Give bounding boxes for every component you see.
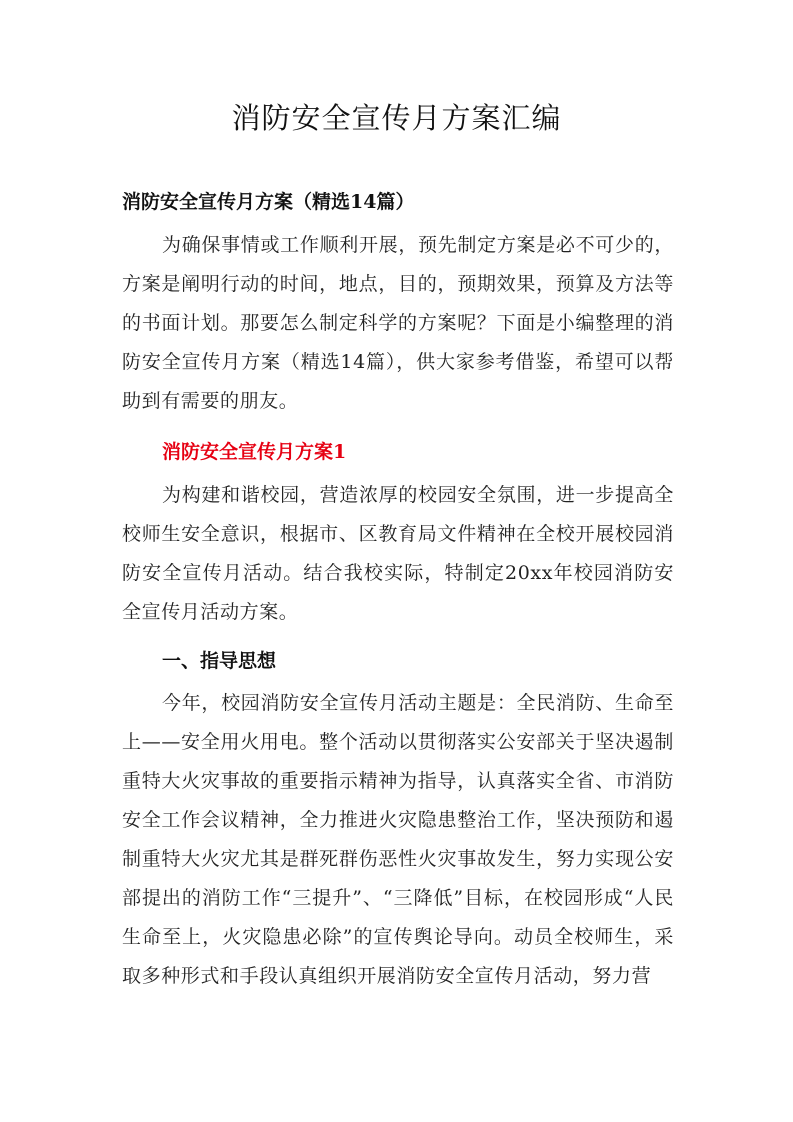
- section-1-title: 消防安全宣传月方案1: [162, 441, 347, 463]
- document-title: 消防安全宣传月方案汇编: [231, 101, 562, 135]
- guiding-thought-heading: 一、指导思想: [162, 650, 277, 672]
- intro-paragraph: 为确保事情或工作顺利开展，预先制定方案是必不可少的，方案是阐明行动的时间，地点，目的，预期效果，预算及方法等的书面计划。那要怎么制定科学的方案呢？下面是小编整理的消防安全宣传月方案（精选14篇），供大家参考借鉴，希望可以帮助到有需要的朋友。: [122, 234, 674, 412]
- document-subtitle: 消防安全宣传月方案（精选14篇）: [122, 191, 415, 213]
- guiding-thought-paragraph: 今年，校园消防安全宣传月活动主题是：全民消防、生命至上——安全用火用电。整个活动以贯彻落实公安部关于坚决遏制重特大火灾事故的重要指示精神为指导，认真落实全省、市消防安全工作会议精神，全力推进火灾隐患整治工作，坚决预防和遏制重特大火灾尤其是群死群伤恶性火灾事故发生，努力实现公安部提出的消防工作“三提升”、“三降低”目标，在校园形成“人民生命至上，火灾隐患必除”的宣传舆论导向。动员全校师生，采取多种形式和手段认真组织开展消防安全宣传月活动，努力营: [122, 692, 674, 987]
- section-1-paragraph: 为构建和谐校园，营造浓厚的校园安全氛围，进一步提高全校师生安全意识，根据市、区教育局文件精神在全校开展校园消防安全宣传月活动。结合我校实际，特制定20xx年校园消防安全宣传月活动方案。: [122, 484, 674, 623]
